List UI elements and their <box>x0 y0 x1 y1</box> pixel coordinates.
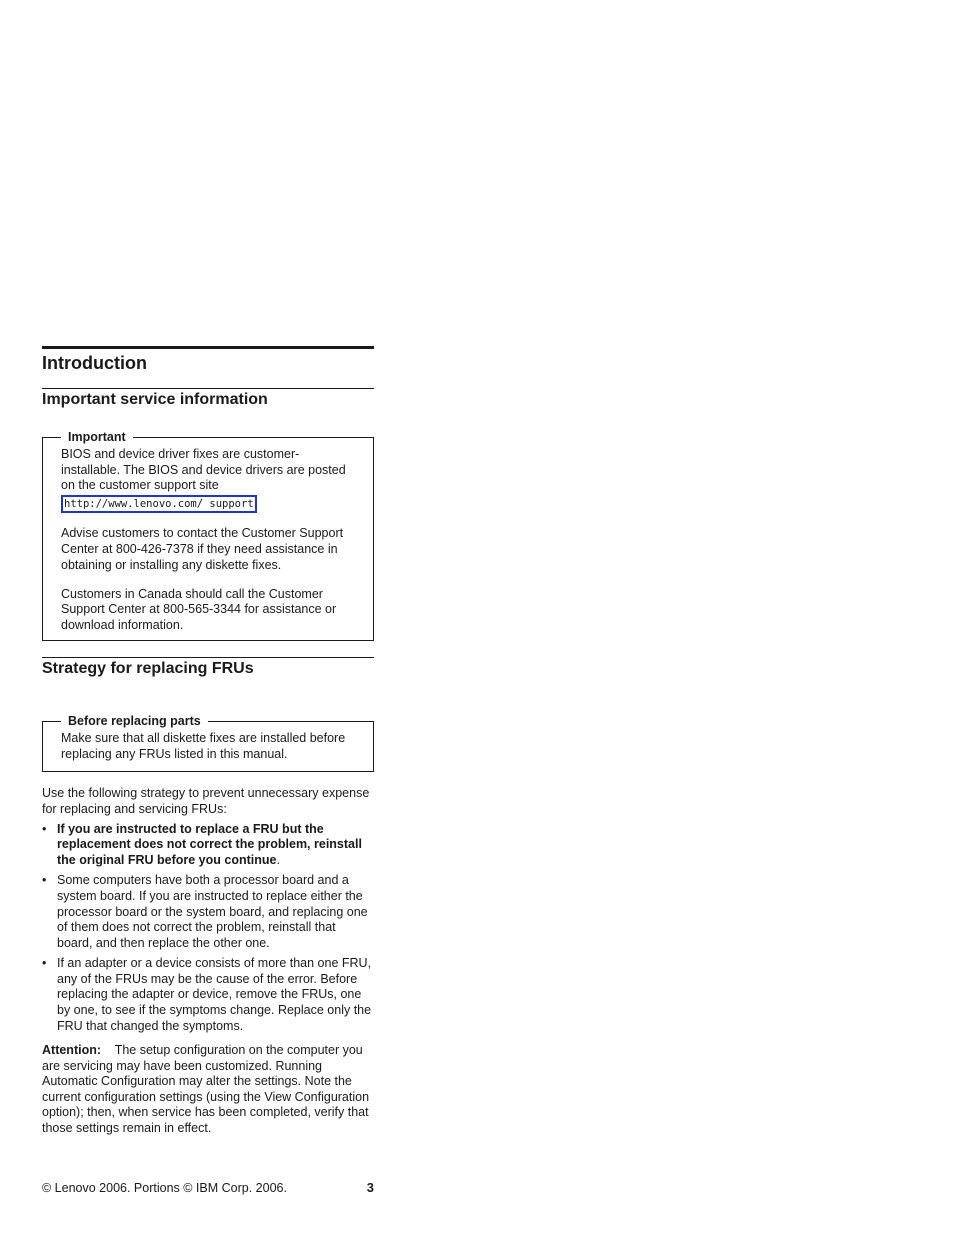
bullet-glyph: • <box>42 956 47 971</box>
footer-copyright: © Lenovo 2006. Portions © IBM Corp. 2006. <box>42 1181 287 1195</box>
attention-label: Attention: <box>42 1043 102 1058</box>
important-para-1: BIOS and device driver fixes are customer-installable. The BIOS and device drivers are posted on the customer support site <box>61 447 346 493</box>
bullet-1-bold: If you are instructed to replace a FRU but the replacement does not correct the problem, reinstall the original FRU before you continue <box>57 821 362 867</box>
chapter-rule <box>42 346 374 349</box>
before-replacing-box <box>42 714 374 772</box>
important-box <box>42 430 374 641</box>
important-para-3: Customers in Canada should call the Customer Support Center at 800-565-3344 for assistance or download information. <box>61 586 337 632</box>
bullet-3-text: If an adapter or a device consists of more than one FRU, any of the FRUs may be the cause of the error. Before replacing the adapter or device, remove the FRUs, one by one, to see if the symptoms change. Replace only the FRU that changed the symptoms. <box>57 956 372 1033</box>
page-number: 3 <box>366 1180 374 1195</box>
bullet-glyph: • <box>42 873 47 888</box>
bullet-1-end: . <box>276 852 280 867</box>
attention-paragraph <box>42 1043 373 1137</box>
strategy-content <box>42 786 373 1137</box>
important-para-2: Advise customers to contact the Customer Support Center at 800-426-7378 if they need assistance in obtaining or installing any diskette fixes. <box>61 526 344 572</box>
list-item <box>42 956 373 1034</box>
list-item <box>42 873 373 951</box>
chapter-title: Introduction <box>42 353 147 373</box>
important-box-title: Important <box>61 429 133 445</box>
bullet-glyph: • <box>42 821 47 836</box>
before-box-title: Before replacing parts <box>61 713 208 729</box>
support-url-link[interactable]: http://www.lenovo.com/ support <box>61 495 257 513</box>
important-box-body <box>43 438 373 642</box>
attention-text: The setup configuration on the computer you are servicing may have been customized. Running Automatic Configuration may alter the settings. Note the current configuration settings (using the View Configuration option); then, when service has been completed, verify that those settings remain in effect. <box>42 1043 370 1136</box>
page-footer <box>42 1180 374 1196</box>
before-box-body <box>43 722 373 770</box>
before-box-text: Make sure that all diskette fixes are installed before replacing any FRUs listed in this manual. <box>61 731 346 761</box>
bullet-2-text: Some computers have both a processor board and a system board. If you are instructed to replace either the processor board or the system board, and replacing one of them does not correct the problem, reinstall that board, and then replace the other one. <box>57 873 368 950</box>
strategy-list <box>42 822 373 1034</box>
list-item <box>42 822 373 869</box>
strategy-intro: Use the following strategy to prevent unnecessary expense for replacing and servicing FRUs: <box>42 786 370 816</box>
section-title-strategy: Strategy for replacing FRUs <box>42 660 254 677</box>
section-title-important-service: Important service information <box>42 391 268 408</box>
